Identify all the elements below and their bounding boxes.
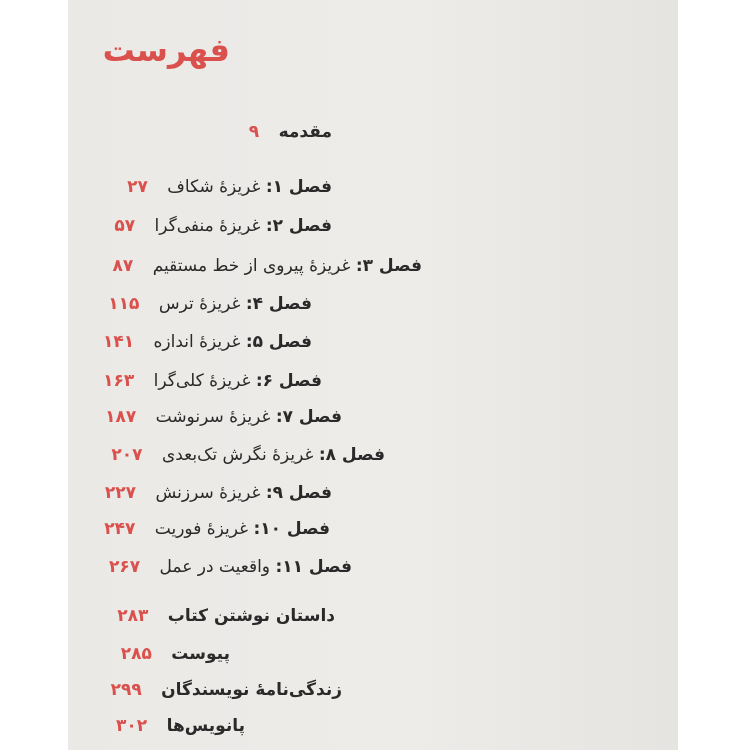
entry-page: ۳۰۲ — [116, 716, 148, 736]
entry-page: ۱۶۳ — [103, 371, 135, 391]
entry-title: غریزهٔ منفی‌گرا — [154, 216, 261, 236]
toc-heading: فهرست — [102, 31, 230, 69]
entry-page: ۹ — [248, 122, 260, 142]
entry-label: فصل ۳: — [355, 256, 422, 276]
entry-page: ۲۹۹ — [110, 680, 142, 700]
toc-entry — [108, 292, 312, 316]
toc-entry — [117, 604, 335, 628]
toc-entry — [113, 254, 422, 278]
entry-page: ۱۱۵ — [108, 294, 140, 314]
entry-label: فصل ۷: — [275, 407, 342, 427]
entry-page: ۵۷ — [114, 216, 136, 236]
toc-entry — [249, 120, 332, 144]
entry-title: زندگی‌نامهٔ نویسندگان — [161, 680, 342, 700]
toc-entry — [104, 517, 330, 541]
entry-page: ۲۸۵ — [120, 644, 152, 664]
entry-page: ۲۲۷ — [104, 483, 137, 503]
entry-title: غریزهٔ سرزنش — [155, 483, 261, 503]
toc-entry — [105, 405, 342, 429]
entry-title: غریزهٔ اندازه — [153, 332, 241, 352]
entry-title: غریزهٔ فوریت — [154, 519, 249, 539]
entry-page: ۲۶۷ — [108, 557, 141, 577]
entry-title: غریزهٔ کلی‌گرا — [153, 371, 251, 391]
toc-entry — [127, 175, 332, 199]
toc-entry — [111, 443, 385, 467]
toc-entry — [111, 678, 342, 702]
entry-page: ۱۴۱ — [102, 332, 135, 352]
entry-title: پانویس‌ها — [166, 716, 245, 736]
toc-entry — [105, 481, 332, 505]
entry-label: فصل ۸: — [318, 445, 385, 465]
toc-entry — [114, 214, 332, 238]
entry-label: فصل ۶: — [255, 371, 322, 391]
entry-title: غریزهٔ پیروی از خط مستقیم — [152, 256, 351, 276]
toc-entry — [103, 330, 312, 354]
entry-page: ۸۷ — [112, 256, 134, 276]
entry-title: غریزهٔ سرنوشت — [155, 407, 271, 427]
entry-title: پیوست — [171, 644, 230, 664]
entry-label: فصل ۱۱: — [275, 557, 352, 577]
toc-entry — [103, 369, 322, 393]
toc-entry — [116, 714, 245, 738]
entry-title: غریزهٔ نگرش تک‌بعدی — [161, 445, 314, 465]
entry-page: ۱۸۷ — [105, 407, 137, 427]
entry-page: ۲۴۷ — [104, 519, 136, 539]
entry-title: مقدمه — [278, 122, 332, 142]
entry-title: واقعیت در عمل — [159, 557, 271, 577]
entry-label: فصل ۵: — [245, 332, 312, 352]
entry-title: داستان نوشتن کتاب — [167, 606, 335, 626]
entry-label: فصل ۲: — [265, 216, 332, 236]
entry-label: فصل ۱۰: — [253, 519, 330, 539]
entry-label: فصل ۴: — [245, 294, 312, 314]
entry-title: غریزهٔ ترس — [158, 294, 241, 314]
entry-page: ۲۸۳ — [117, 606, 149, 626]
entry-page: ۲۰۷ — [111, 445, 143, 465]
entry-label: فصل ۹: — [265, 483, 332, 503]
toc-entry — [121, 642, 230, 666]
toc-entry — [109, 555, 352, 579]
entry-label: فصل ۱: — [265, 177, 332, 197]
entry-page: ۲۷ — [127, 177, 148, 197]
entry-title: غریزهٔ شکاف — [167, 177, 261, 197]
